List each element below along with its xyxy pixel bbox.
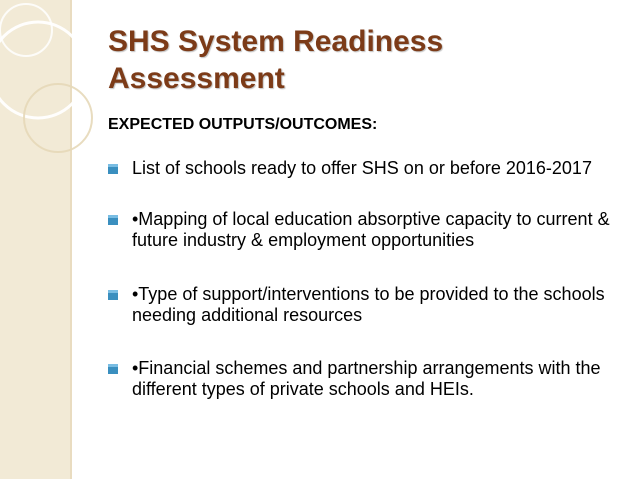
- bullet-text: •Financial schemes and partnership arrangements with the different types of private schools and HEIs.: [132, 358, 601, 399]
- square-bullet-icon: [108, 215, 118, 225]
- bullet-text: List of schools ready to offer SHS on or before 2016-2017: [132, 158, 592, 178]
- decorative-circles: [0, 0, 120, 170]
- bullet-item-financial: [108, 358, 628, 400]
- square-bullet-icon: [108, 290, 118, 300]
- bullet-text: •Type of support/interventions to be provided to the schools needing additional resources: [132, 284, 605, 325]
- section-subheading: EXPECTED OUTPUTS/OUTCOMES:: [108, 116, 378, 133]
- bullet-text: •Mapping of local education absorptive capacity to current & future industry & employment opportunities: [132, 209, 610, 250]
- bullet-item-schools-ready: [108, 158, 628, 179]
- square-bullet-icon: [108, 364, 118, 374]
- bullet-item-support: [108, 284, 628, 326]
- slide-title: SHS System Readiness Assessment: [108, 25, 444, 95]
- bullet-list: [108, 158, 628, 433]
- square-bullet-icon: [108, 164, 118, 174]
- bullet-item-mapping: [108, 209, 628, 251]
